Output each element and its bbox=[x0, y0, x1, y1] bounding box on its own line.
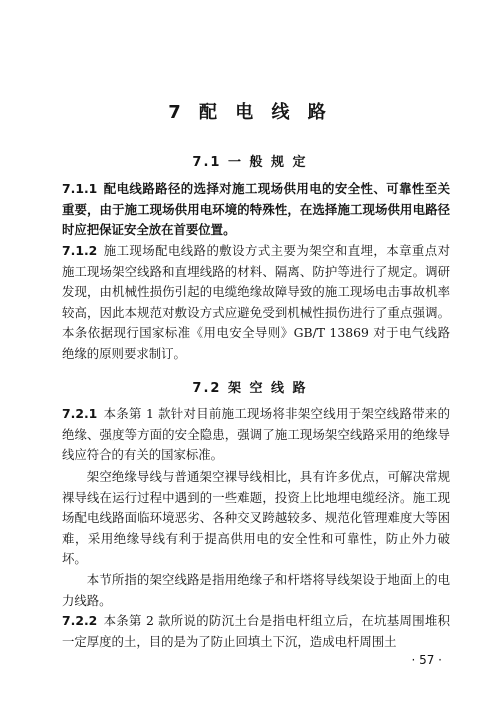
clause-7-1-2 bbox=[62, 241, 450, 365]
clause-number: 7.1.2 bbox=[62, 243, 98, 258]
paragraph-insulated-conductor: 架空绝缘导线与普通架空裸导线相比，具有许多优点，可解决常规裸导线在运行过程中遇到的一些难题，投资上比地埋电缆经济。施工现场配电线路面临环境恶劣、各种交叉跨越较多、规范化管理难度大等困难，采用绝缘导线有利于提高供用电的安全性和可靠性，防止外力破坏。 bbox=[62, 469, 450, 567]
section-title-7-1: 7.1 一 般 规 定 bbox=[192, 155, 308, 170]
chapter-title: 7 配 电 线 路 bbox=[168, 102, 332, 123]
page-number: · 57 · bbox=[411, 653, 442, 667]
clause-7-2-1 bbox=[62, 404, 450, 466]
clause-number: 7.1.1 bbox=[62, 181, 98, 196]
clause-number: 7.2.2 bbox=[62, 613, 98, 628]
section-title-7-2: 7.2 架 空 线 路 bbox=[192, 381, 308, 396]
clause-text: 施工现场配电线路的敷设方式主要为架空和直埋，本章重点对施工现场架空线路和直埋线路的材料、隔离、防护等进行了规定。调研发现，由机械性损伤引起的电缆绝缘故障导致的施工现场电击事故机率较高，因此本规范对敷设方式应避免受到机械性损伤进行了重点强调。本条依据现行国家标准《用电安全导则》GB/T 13869 对于电气线路绝缘的原则要求制订。 bbox=[62, 243, 450, 361]
clause-text: 本条第 1 款针对目前施工现场将非架空线用于架空线路带来的绝缘、强度等方面的安全隐患，强调了施工现场架空线路采用的绝缘导线应符合的有关的国家标准。 bbox=[62, 406, 450, 463]
clause-7-1-1 bbox=[62, 179, 450, 241]
clause-7-2-2 bbox=[62, 611, 450, 652]
clause-text: 本条第 2 款所说的防沉土台是指电杆组立后，在坑基周围堆积一定厚度的土，目的是为了防止回填土下沉，造成电杆周围土 bbox=[62, 613, 450, 649]
paragraph-overhead-definition: 本节所指的架空线路是指用绝缘子和杆塔将导线架设于地面上的电力线路。 bbox=[62, 572, 450, 608]
clause-number: 7.2.1 bbox=[62, 406, 98, 421]
clause-text: 配电线路路径的选择对施工现场供用电的安全性、可靠性至关重要，由于施工现场供用电环境的特殊性，在选择施工现场供用电路径时应把保证安全放在首要位置。 bbox=[62, 181, 450, 238]
